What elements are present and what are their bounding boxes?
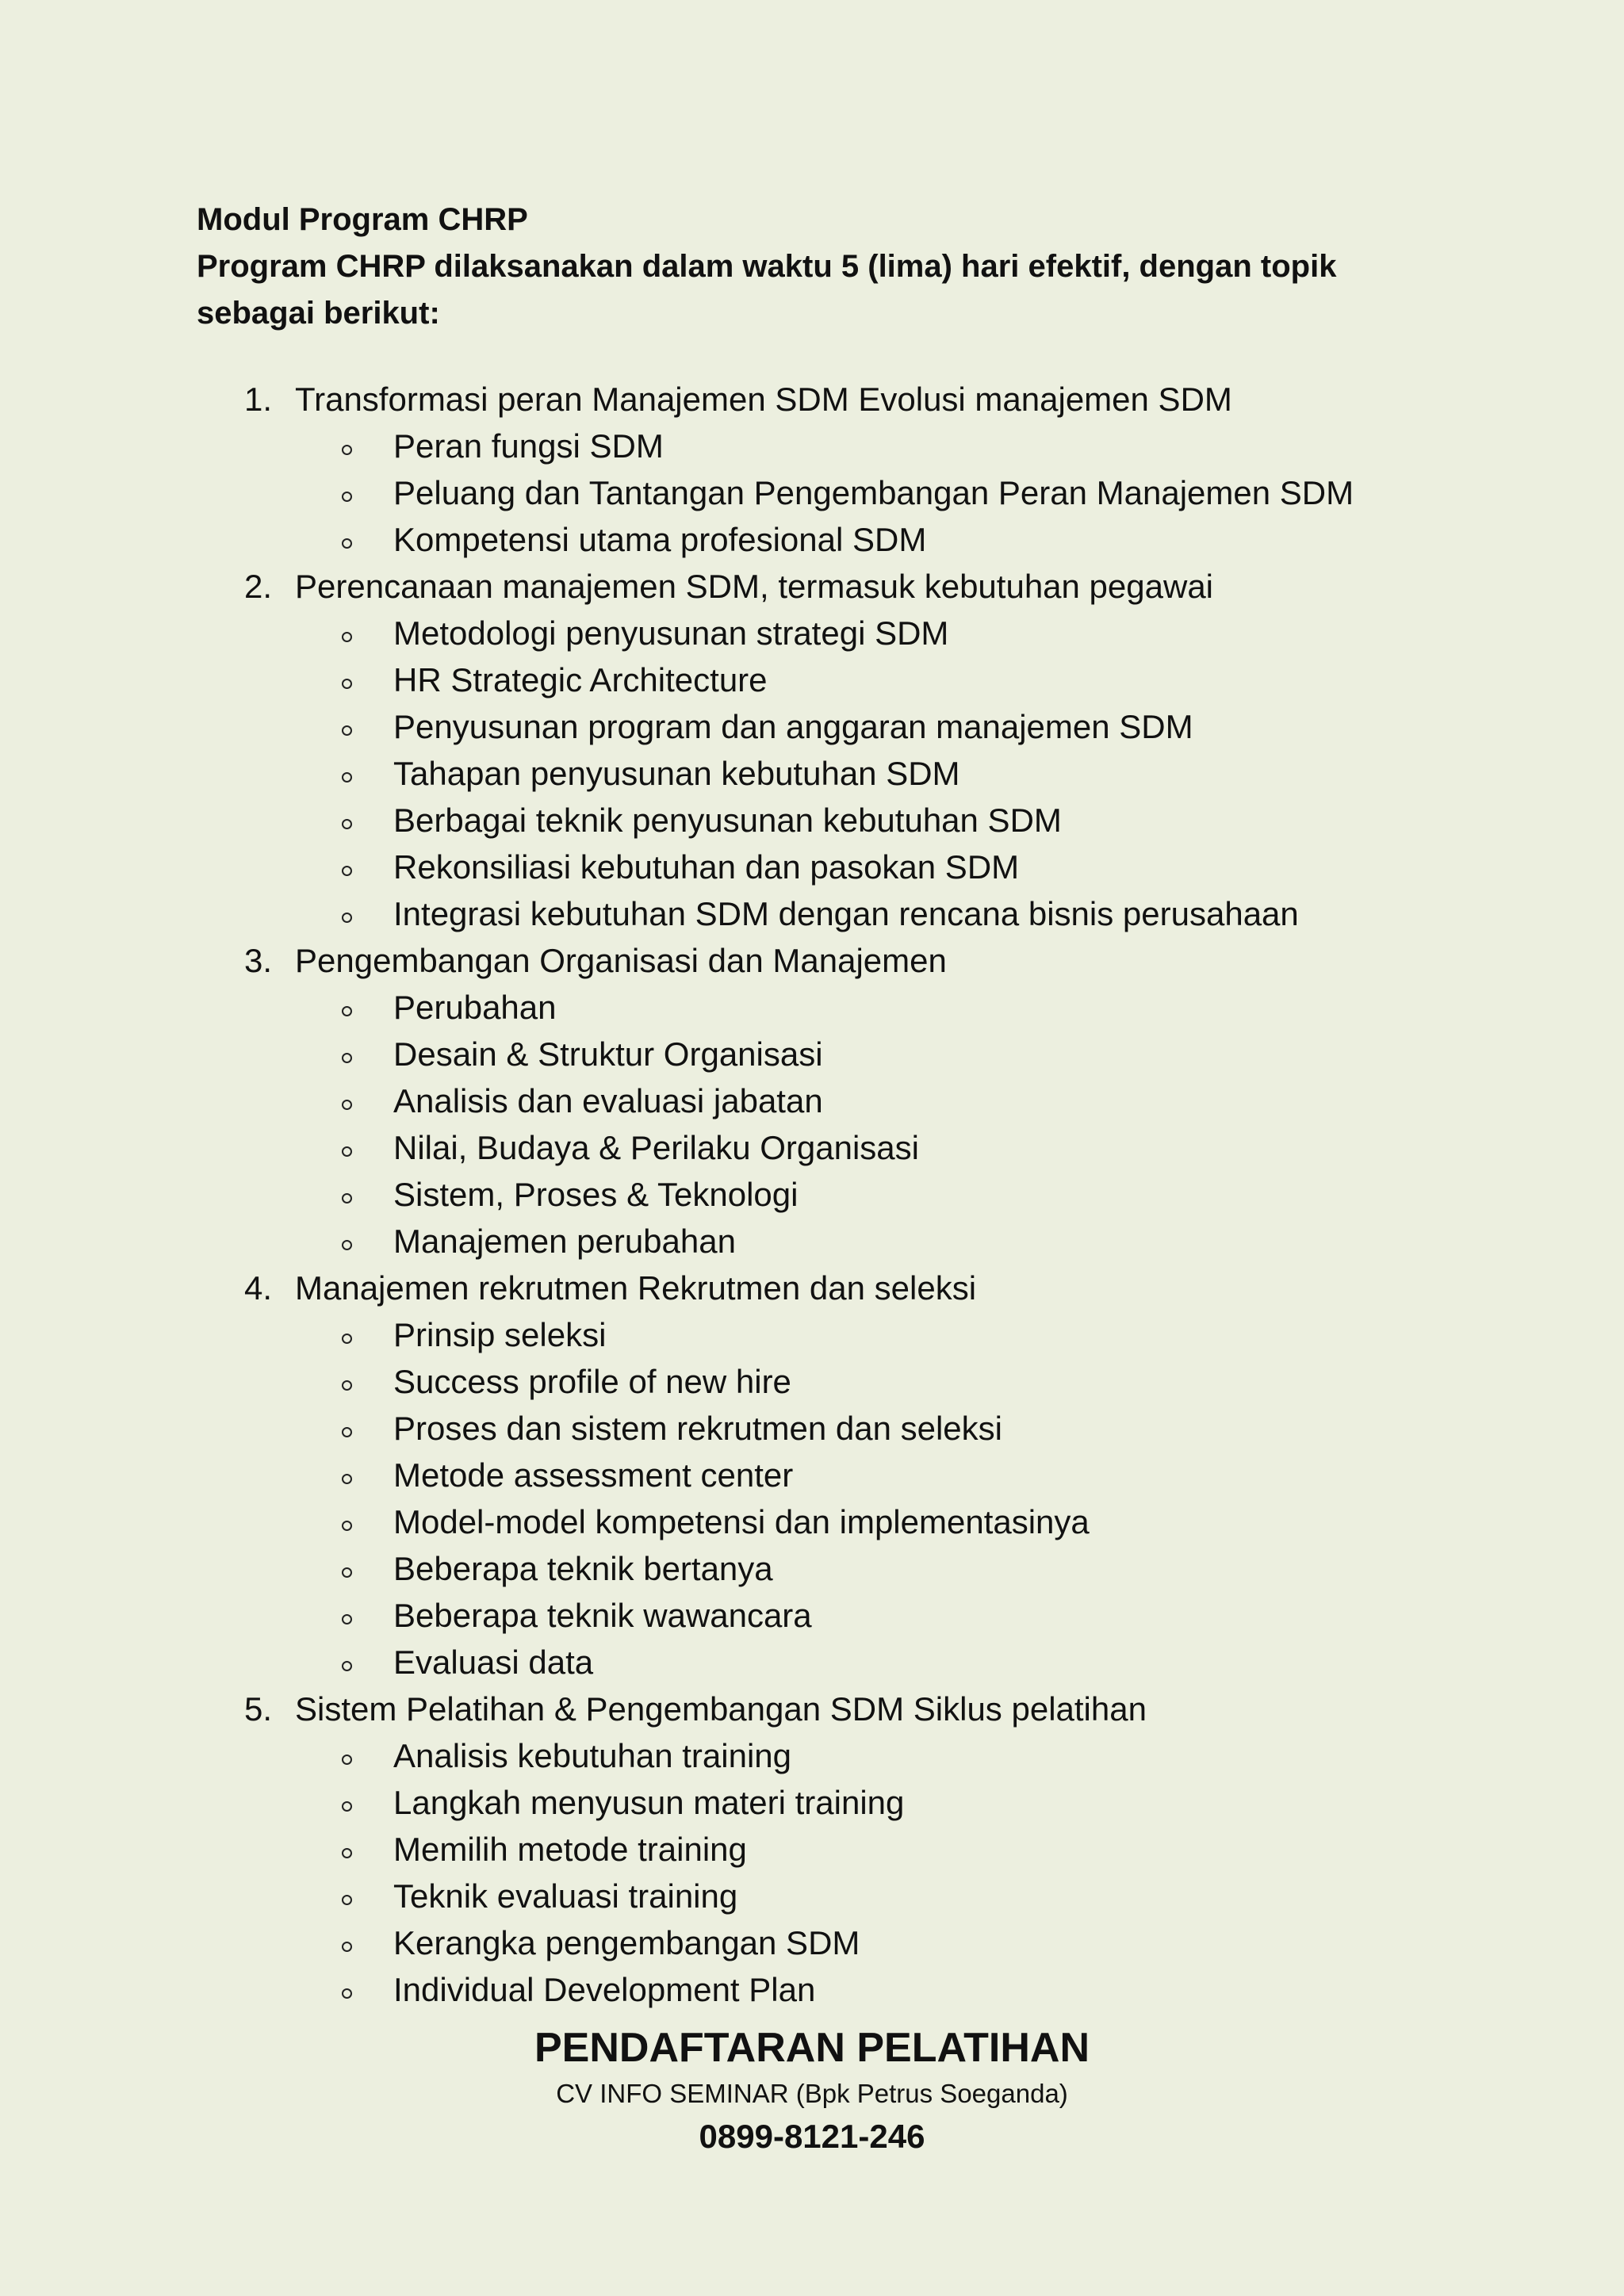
topic-number: 3.: [244, 942, 273, 979]
hollow-circle-bullet-icon: [342, 772, 352, 783]
subtopic-text: Penyusunan program dan anggaran manajemen SDM: [393, 708, 1193, 745]
subtopic-text: Sistem, Proses & Teknologi: [393, 1176, 799, 1213]
subtopic-item: [0, 1592, 1624, 1639]
subtopic-item: [0, 1545, 1624, 1592]
module-title: Modul Program CHRP: [197, 202, 528, 237]
hollow-circle-bullet-icon: [342, 1053, 352, 1063]
hollow-circle-bullet-icon: [342, 1988, 352, 1999]
subtopic-item: [0, 844, 1624, 890]
subtopic-item: [0, 1358, 1624, 1405]
subtopic-item: [0, 1124, 1624, 1171]
hollow-circle-bullet-icon: [342, 1801, 352, 1812]
hollow-circle-bullet-icon: [342, 492, 352, 502]
subtopic-text: Peluang dan Tantangan Pengembangan Peran Manajemen SDM: [393, 474, 1354, 511]
subtopic-item: [0, 1031, 1624, 1077]
topic-number: 1.: [244, 381, 273, 418]
hollow-circle-bullet-icon: [342, 725, 352, 736]
hollow-circle-bullet-icon: [342, 1755, 352, 1765]
subtopic-item: [0, 1498, 1624, 1545]
subtopic-text: HR Strategic Architecture: [393, 661, 768, 698]
subtopic-text: Metodologi penyusunan strategi SDM: [393, 614, 949, 652]
subtopic-text: Integrasi kebutuhan SDM dengan rencana bisnis perusahaan: [393, 895, 1299, 932]
subtopic-item: [0, 1732, 1624, 1779]
subtopic-text: Kompetensi utama profesional SDM: [393, 521, 927, 558]
subtopic-item: [0, 1452, 1624, 1498]
subtopic-text: Beberapa teknik wawancara: [393, 1597, 812, 1634]
subtopic-item: [0, 1919, 1624, 1966]
topic-title: Perencanaan manajemen SDM, termasuk kebutuhan pegawai: [295, 568, 1214, 605]
topic-item: [0, 376, 1624, 563]
topic-item: [0, 1265, 1624, 1686]
subtopic-text: Perubahan: [393, 989, 557, 1026]
hollow-circle-bullet-icon: [342, 1521, 352, 1531]
topic-list: [0, 376, 1624, 2013]
subtopic-item: [0, 1966, 1624, 2013]
topic-number: 2.: [244, 568, 273, 605]
subtopic-item: [0, 1311, 1624, 1358]
subtopic-item: [0, 750, 1624, 797]
subtopic-text: Metode assessment center: [393, 1456, 794, 1494]
subtopic-text: Langkah menyusun materi training: [393, 1784, 905, 1821]
subtopic-item: [0, 516, 1624, 563]
topic-number: 5.: [244, 1690, 273, 1728]
hollow-circle-bullet-icon: [342, 632, 352, 642]
hollow-circle-bullet-icon: [342, 913, 352, 923]
topic-title: Transformasi peran Manajemen SDM Evolusi manajemen SDM: [295, 381, 1232, 418]
subtopic-item: [0, 1405, 1624, 1452]
subtopic-item: [0, 703, 1624, 750]
hollow-circle-bullet-icon: [342, 1334, 352, 1344]
topic-title: Manajemen rekrutmen Rekrutmen dan seleksi: [295, 1269, 977, 1307]
topic-item: [0, 1686, 1624, 2013]
topic-number: 4.: [244, 1269, 273, 1307]
subtopic-item: [0, 1826, 1624, 1873]
subtopic-text: Individual Development Plan: [393, 1971, 816, 2008]
hollow-circle-bullet-icon: [342, 1100, 352, 1110]
registration-title: PENDAFTARAN PELATIHAN: [534, 2025, 1090, 2071]
program-intro-line-2: sebagai berikut:: [197, 296, 440, 331]
hollow-circle-bullet-icon: [342, 538, 352, 549]
topic-heading: [0, 1265, 1624, 1311]
topic-item: [0, 563, 1624, 937]
subtopic-text: Tahapan penyusunan kebutuhan SDM: [393, 755, 960, 792]
subtopic-item: [0, 423, 1624, 469]
subtopic-text: Desain & Struktur Organisasi: [393, 1035, 823, 1073]
subtopic-text: Evaluasi data: [393, 1644, 594, 1681]
topic-heading: [0, 563, 1624, 610]
hollow-circle-bullet-icon: [342, 1146, 352, 1157]
topic-title: Pengembangan Organisasi dan Manajemen: [295, 942, 947, 979]
hollow-circle-bullet-icon: [342, 1474, 352, 1484]
subtopic-item: [0, 469, 1624, 516]
subtopic-text: Model-model kompetensi dan implementasinya: [393, 1503, 1090, 1540]
hollow-circle-bullet-icon: [342, 1614, 352, 1624]
document-header: [197, 197, 1434, 337]
hollow-circle-bullet-icon: [342, 1240, 352, 1250]
contact-phone: 0899-8121-246: [699, 2118, 925, 2155]
topic-heading: [0, 937, 1624, 984]
subtopic-item: [0, 984, 1624, 1031]
subtopic-text: Success profile of new hire: [393, 1363, 791, 1400]
hollow-circle-bullet-icon: [342, 1895, 352, 1905]
hollow-circle-bullet-icon: [342, 1661, 352, 1671]
hollow-circle-bullet-icon: [342, 1567, 352, 1578]
contact-name: CV INFO SEMINAR (Bpk Petrus Soeganda): [556, 2079, 1068, 2108]
subtopic-item: [0, 1779, 1624, 1826]
subtopic-text: Proses dan sistem rekrutmen dan seleksi: [393, 1410, 1002, 1447]
subtopic-item: [0, 1873, 1624, 1919]
subtopic-item: [0, 610, 1624, 656]
subtopic-item: [0, 797, 1624, 844]
hollow-circle-bullet-icon: [342, 1380, 352, 1391]
subtopic-text: Peran fungsi SDM: [393, 427, 664, 465]
subtopic-text: Prinsip seleksi: [393, 1316, 607, 1353]
topic-heading: [0, 376, 1624, 423]
hollow-circle-bullet-icon: [342, 1848, 352, 1858]
hollow-circle-bullet-icon: [342, 1942, 352, 1952]
hollow-circle-bullet-icon: [342, 1427, 352, 1437]
subtopic-text: Beberapa teknik bertanya: [393, 1550, 773, 1587]
hollow-circle-bullet-icon: [342, 1193, 352, 1203]
subtopic-text: Nilai, Budaya & Perilaku Organisasi: [393, 1129, 919, 1166]
subtopic-text: Berbagai teknik penyusunan kebutuhan SDM: [393, 802, 1062, 839]
hollow-circle-bullet-icon: [342, 445, 352, 455]
topic-heading: [0, 1686, 1624, 1732]
registration-footer: [0, 2022, 1624, 2160]
topic-title: Sistem Pelatihan & Pengembangan SDM Siklus pelatihan: [295, 1690, 1147, 1728]
program-intro-line-1: Program CHRP dilaksanakan dalam waktu 5 (lima) hari efektif, dengan topik: [197, 249, 1337, 284]
subtopic-item: [0, 1077, 1624, 1124]
subtopic-text: Memilih metode training: [393, 1831, 747, 1868]
hollow-circle-bullet-icon: [342, 866, 352, 876]
subtopic-text: Teknik evaluasi training: [393, 1877, 738, 1915]
subtopic-item: [0, 1639, 1624, 1686]
topic-item: [0, 937, 1624, 1265]
subtopic-item: [0, 1218, 1624, 1265]
subtopic-item: [0, 1171, 1624, 1218]
subtopic-text: Analisis dan evaluasi jabatan: [393, 1082, 823, 1119]
subtopic-text: Manajemen perubahan: [393, 1223, 736, 1260]
subtopic-item: [0, 890, 1624, 937]
hollow-circle-bullet-icon: [342, 1006, 352, 1016]
subtopic-text: Rekonsiliasi kebutuhan dan pasokan SDM: [393, 848, 1020, 886]
hollow-circle-bullet-icon: [342, 679, 352, 689]
hollow-circle-bullet-icon: [342, 819, 352, 829]
subtopic-text: Analisis kebutuhan training: [393, 1737, 791, 1774]
subtopic-text: Kerangka pengembangan SDM: [393, 1924, 860, 1961]
subtopic-item: [0, 656, 1624, 703]
